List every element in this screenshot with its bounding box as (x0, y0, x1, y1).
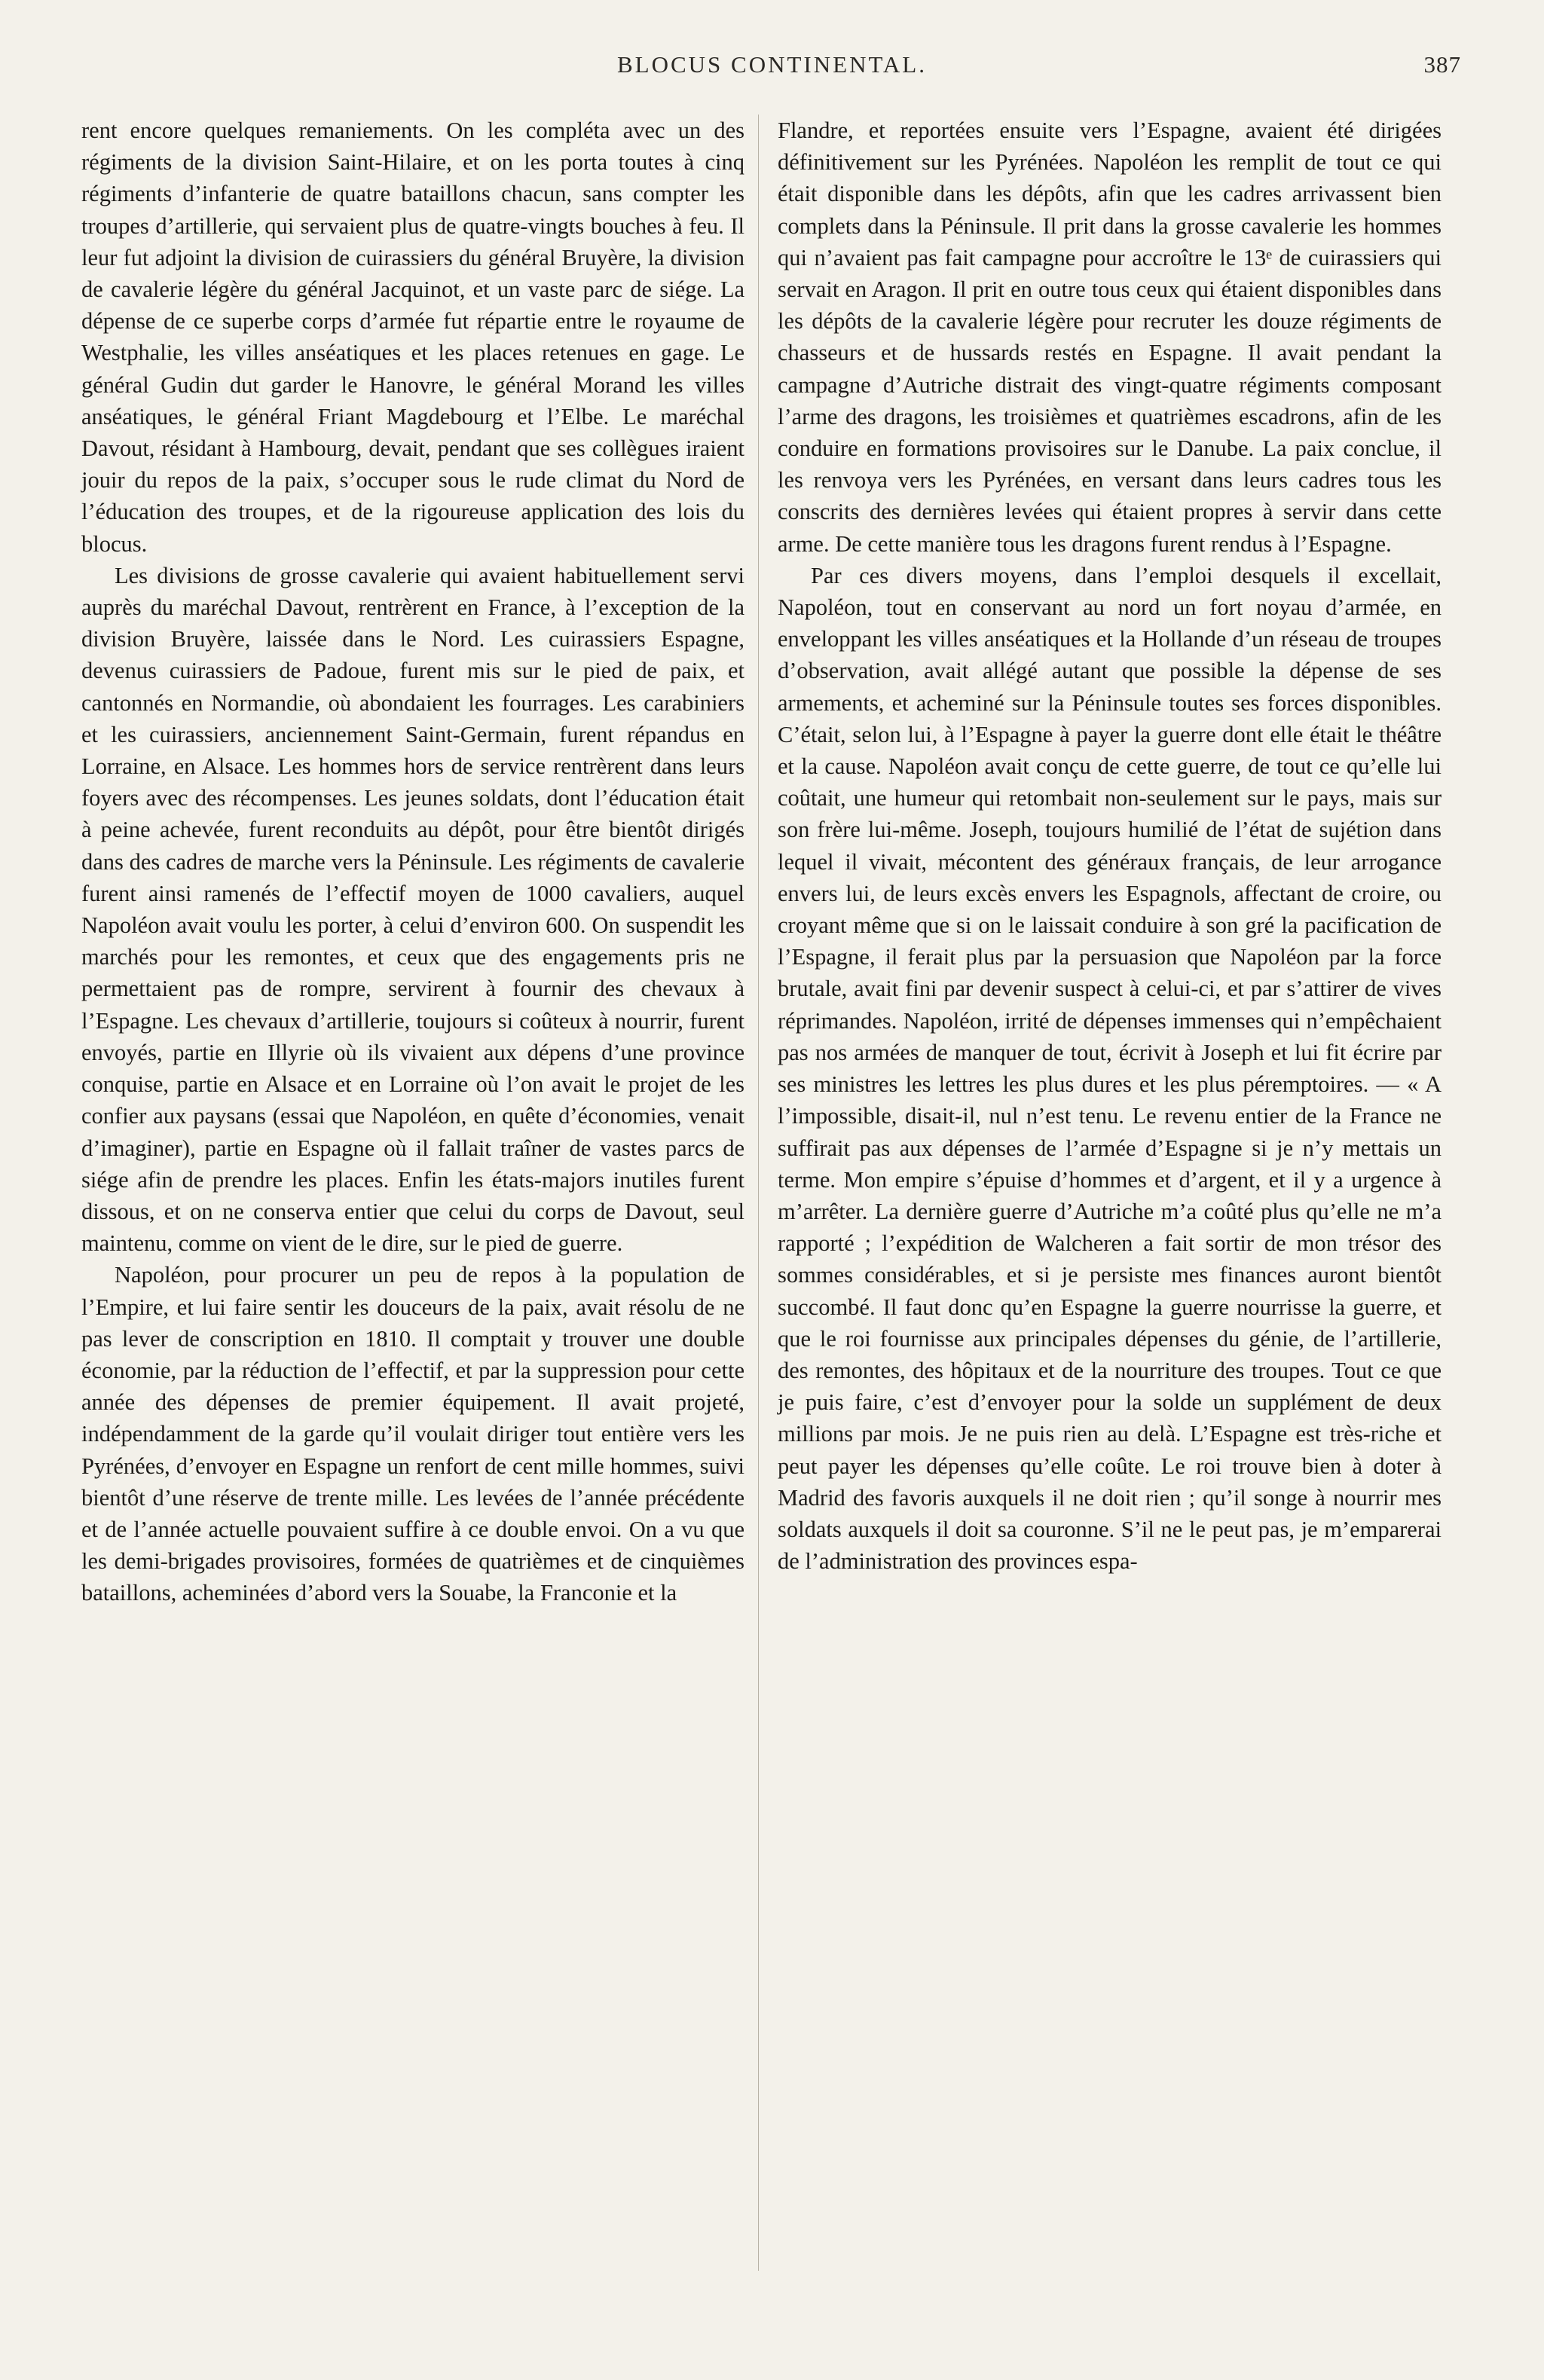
left-column (81, 115, 744, 1609)
paragraph: Les divisions de grosse cavalerie qui avaient habituellement servi auprès du maréchal Davout, rentrèrent en France, à l’exception de la division Bruyère, laissée dans le Nord. Les cuirassiers Espagne, devenus cuirassiers de Padoue, furent mis sur le pied de paix, et cantonnés en Normandie, où abondaient les fourrages. Les carabiniers et les cuirassiers, anciennement Saint-Germain, furent répandus en Lorraine, en Alsace. Les hommes hors de service rentrèrent dans leurs foyers avec des récompenses. Les jeunes soldats, dont l’éducation était à peine achevée, furent reconduits au dépôt, pour être bientôt dirigés dans des cadres de marche vers la Péninsule. Les régiments de cavalerie furent ainsi ramenés de l’effectif moyen de 1000 cavaliers, auquel Napoléon avait voulu les porter, à celui d’environ 600. On suspendit les marchés pour les remontes, et ceux que des engagements pris ne permettaient pas de rompre, servirent à fournir des chevaux à l’Espagne. Les chevaux d’artillerie, toujours si coûteux à nourrir, furent envoyés, partie en Illyrie où ils vivaient aux dépens d’une province conquise, partie en Alsace et en Lorraine où l’on avait le projet de les confier aux paysans (essai que Napoléon, en quête d’économies, venait d’imaginer), partie en Espagne où il fallait traîner de vastes parcs de siége afin de prendre les places. Enfin les états-majors inutiles furent dissous, et on ne conserva entier que celui du corps de Davout, seul maintenu, comme on vient de le dire, sur le pied de guerre. (81, 562, 744, 1257)
paragraph: rent encore quelques remaniements. On les compléta avec un des régiments de la division Saint-Hilaire, et on les porta toutes à cinq régiments d’infanterie de quatre bataillons chacun, sans compter les troupes d’artillerie, qui servaient plus de quatre-vingts bouches à feu. Il leur fut adjoint la division de cuirassiers du général Bruyère, la division de cavalerie légère du général Jacquinot, et un vaste parc de siége. La dépense de ce superbe corps d’armée fut répartie entre le royaume de Westphalie, les villes anséatiques et les places retenues en gage. Le général Gudin dut garder le Hanovre, le général Morand les villes anséatiques, le général Friant Magdebourg et l’Elbe. Le maréchal Davout, résidant à Hambourg, devait, pendant que ses collègues iraient jouir du repos de la paix, s’occuper sous le rude climat du Nord de l’éducation des troupes, et de la rigoureuse application des lois du blocus. (81, 118, 744, 557)
page-number: 387 (1423, 51, 1461, 78)
column-divider (758, 115, 759, 2271)
paragraph: Par ces divers moyens, dans l’emploi desquels il excellait, Napoléon, tout en conservant au nord un fort noyau d’armée, en enveloppant les villes anséatiques et la Hollande d’un réseau de troupes d’observation, avait allégé autant que possible la dépense de ses armements, et acheminé sur la Péninsule toutes ses forces disponibles. C’était, selon lui, à l’Espagne à payer la guerre dont elle était le théâtre et la cause. Napoléon avait conçu de cette guerre, de tout ce qu’elle lui coûtait, une humeur qui retombait non-seulement sur le pays, mais sur son frère lui-même. Joseph, toujours humilié de l’état de sujétion dans lequel il vivait, mécontent des généraux français, de leur arrogance envers lui, de leurs excès envers les Espagnols, affectant de croire, ou croyant même que si on le laissait conduire à son gré la pacification de l’Espagne, il ferait plus par la persuasion que Napoléon par la force brutale, avait fini par devenir suspect à celui-ci, et par s’attirer de vives réprimandes. Napoléon, irrité de dépenses immenses qui n’empêchaient pas nos armées de manquer de tout, écrivit à Joseph et lui fit écrire par ses ministres les lettres les plus dures et les plus péremptoires. — « A l’impossible, disait-il, nul n’est tenu. Le revenu entier de la France ne suffirait pas aux dépenses de l’armée d’Espagne si je n’y mettais un terme. Mon empire s’épuise d’hommes et d’argent, et il y a urgence à m’arrêter. La dernière guerre d’Autriche m’a coûté plus qu’elle ne m’a rapporté ; l’expédition de Walcheren a fait sortir de mon trésor des sommes considérables, et si je persiste mes finances auront bientôt succombé. Il faut donc qu’en Espagne la guerre nourrisse la guerre, et que le roi fournisse aux principales dépenses du génie, de l’artillerie, des remontes, des hôpitaux et de la nourriture des troupes. Tout ce que je puis faire, c’est d’envoyer pour la solde un supplément de deux millions par mois. Je ne puis rien au delà. L’Espagne est très-riche et peut payer les dépenses qu’elle coûte. Le roi trouve bien à doter à Madrid des favoris auxquels il ne doit rien ; qu’il songe à nourrir mes soldats auxquels il doit sa couronne. S’il ne le peut pas, je m’emparerai de l’administration des provinces espa- (778, 562, 1442, 1575)
running-head (0, 51, 1544, 89)
paragraph: Flandre, et reportées ensuite vers l’Espagne, avaient été dirigées définitivement sur les Pyrénées. Napoléon les remplit de tout ce qui était disponible dans les dépôts, afin que les cadres arrivassent bien complets dans la Péninsule. Il prit dans la grosse cavalerie les hommes qui n’avaient pas fait campagne pour accroître le 13ᵉ de cuirassiers qui servait en Aragon. Il prit en outre tous ceux qui étaient disponibles dans les dépôts de la cavalerie légère pour recruter les douze régiments de chasseurs et de hussards restés en Espagne. Il avait pendant la campagne d’Autriche distrait des vingt-quatre régiments composant l’arme des dragons, les troisièmes et quatrièmes escadrons, afin de les conduire en formations provisoires sur le Danube. La paix conclue, il les renvoya vers les Pyrénées, en versant dans leurs cadres tous les conscrits des dernières levées qui étaient propres à servir dans cette arme. De cette manière tous les dragons furent rendus à l’Espagne. (778, 118, 1442, 557)
right-column (778, 115, 1442, 1577)
paragraph: Napoléon, pour procurer un peu de repos à la population de l’Empire, et lui faire sentir les douceurs de la paix, avait résolu de ne pas lever de conscription en 1810. Il comptait y trouver une double économie, par la réduction de l’effectif, et par la suppression pour cette année des dépenses de premier équipement. Il avait projeté, indépendamment de la garde qu’il voulait diriger tout entière vers les Pyrénées, d’envoyer en Espagne un renfort de cent mille hommes, suivi bientôt d’une réserve de trente mille. Les levées de l’année précédente et de l’année actuelle pouvaient suffire à ce double envoi. On a vu que les demi-brigades provisoires, formées de quatrièmes et de cinquièmes bataillons, acheminées d’abord vers la Souabe, la Franconie et la (81, 1262, 744, 1606)
running-title: BLOCUS CONTINENTAL. (616, 51, 927, 78)
